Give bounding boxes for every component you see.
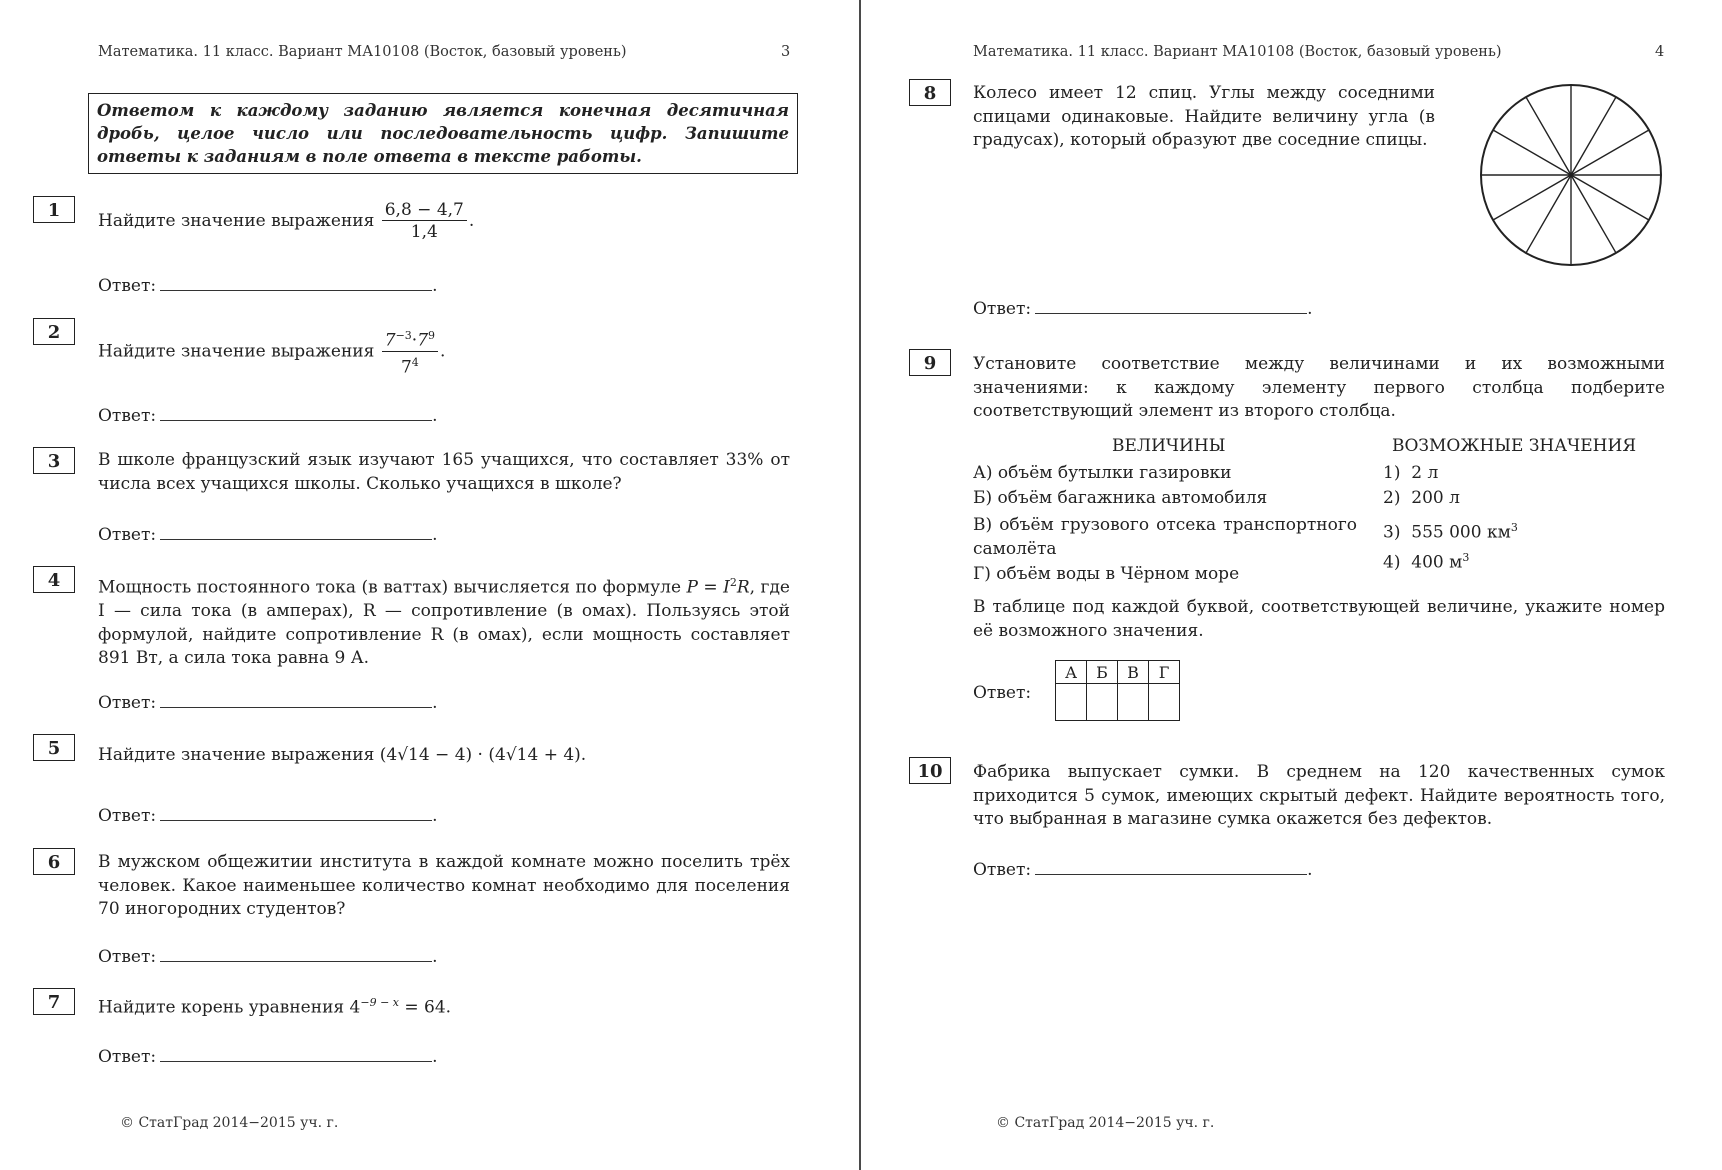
quantities-header: ВЕЛИЧИНЫ: [1112, 436, 1226, 456]
footer: © СтатГрад 2014−2015 уч. г.: [120, 1115, 339, 1131]
page-header: Математика. 11 класс. Вариант МА10108 (Восток, базовый уровень): [98, 44, 627, 60]
grid-letter: Г: [1149, 661, 1180, 684]
task-9-text: Установите соответствие между величинами и их возможными значениями: к каждому элементу первого столбца подберите соответствующий элемент из второго столбца.: [973, 354, 1665, 421]
task-number: 10: [909, 757, 951, 784]
footer: © СтатГрад 2014−2015 уч. г.: [996, 1115, 1215, 1131]
task-number: 8: [909, 79, 951, 106]
quantity-item: А) объём бутылки газировки: [973, 463, 1232, 483]
answer-field[interactable]: Ответ: .: [98, 403, 438, 426]
instructions-box: Ответом к каждому заданию является конечная десятичная дробь, целое число или последовательность цифр. Запишите ответы к заданиям в поле ответа в тексте работы.: [88, 93, 798, 174]
task-number: 5: [33, 734, 75, 761]
value-item: 2) 200 л: [1383, 488, 1460, 508]
task-4-text: Мощность постоянного тока (в ваттах) вычисляется по формуле $P = I^2R$, где I — сила тока (в амперах), R — сопротивление (в омах). Пользуясь этой формулой, найдите сопротивление R (в омах), если мощность составляет 891 Вт, а сила тока равна 9 А.: [98, 576, 790, 669]
answer-field[interactable]: Ответ: .: [98, 273, 438, 296]
task-number: 7: [33, 988, 75, 1015]
quantity-item: В) объём грузового отсека транспортного самолёта: [973, 515, 1357, 559]
wheel-spoke: [1526, 175, 1571, 253]
answer-grid: [1055, 660, 1180, 721]
right-page: [862, 0, 1722, 1170]
values-header: ВОЗМОЖНЫЕ ЗНАЧЕНИЯ: [1392, 436, 1637, 456]
wheel-spoke: [1526, 97, 1571, 175]
value-item: 4) 400 $м^3$: [1383, 551, 1470, 573]
wheel-spoke: [1571, 130, 1649, 175]
table-note: В таблице под каждой буквой, соответствующей величине, укажите номер её возможного значения.: [973, 597, 1665, 641]
wheel-spoke: [1571, 175, 1649, 220]
grid-letter: Б: [1087, 661, 1118, 684]
fraction: $\frac{6,8 - 4,7}{1,4}$: [382, 200, 467, 243]
answer-label: Ответ:: [973, 683, 1032, 703]
fraction: $\frac{7^{-3}\cdot 7^9}{7^4}$: [382, 326, 438, 378]
page-header: Математика. 11 класс. Вариант МА10108 (Восток, базовый уровень): [973, 44, 1502, 60]
left-page: [0, 0, 860, 1170]
grid-answer-cell[interactable]: [1056, 684, 1087, 721]
task-6-text: В мужском общежитии института в каждой комнате можно поселить трёх человек. Какое наименьшее количество комнат необходимо для поселения 70 иногородних студентов?: [98, 852, 790, 919]
task-number: 9: [909, 349, 951, 376]
answer-field[interactable]: Ответ: .: [98, 690, 438, 713]
grid-letter: А: [1056, 661, 1087, 684]
value-item: 1) 2 л: [1383, 463, 1439, 483]
wheel-spoke: [1571, 175, 1616, 253]
task-8-text: Колесо имеет 12 спиц. Углы между соседними спицами одинаковые. Найдите величину угла (в градусах), который образуют две соседние спицы.: [973, 83, 1435, 150]
page-number: 3: [781, 44, 791, 60]
task-number: 1: [33, 196, 75, 223]
task-number: 4: [33, 566, 75, 593]
grid-letter: В: [1118, 661, 1149, 684]
wheel-spoke: [1493, 175, 1571, 220]
page-number: 4: [1655, 44, 1665, 60]
answer-field[interactable]: Ответ: .: [98, 1044, 438, 1067]
value-item: 3) 555 000 $км^3$: [1383, 521, 1518, 543]
task-7-text: Найдите корень уравнения $4^{-9 - x} = 64$.: [98, 996, 452, 1018]
quantity-item: Б) объём багажника автомобиля: [973, 488, 1268, 508]
task-5-text: Найдите значение выражения (4√14 − 4) · (4√14 + 4).: [98, 745, 587, 765]
grid-answer-cell[interactable]: [1087, 684, 1118, 721]
task-3-text: В школе французский язык изучают 165 учащихся, что составляет 33% от числа всех учащихся школы. Сколько учащихся в школе?: [98, 450, 790, 494]
task-number: 2: [33, 318, 75, 345]
answer-field[interactable]: Ответ: .: [98, 522, 438, 545]
quantity-item: Г) объём воды в Чёрном море: [973, 564, 1240, 584]
answer-field[interactable]: Ответ: .: [98, 803, 438, 826]
task-number: 3: [33, 447, 75, 474]
answer-field[interactable]: Ответ: .: [973, 857, 1313, 880]
task-2-text: Найдите значение выражения $\frac{7^{-3}\cdot 7^9}{7^4}$ .: [98, 326, 445, 378]
wheel-spoke: [1493, 130, 1571, 175]
answer-field[interactable]: Ответ: .: [98, 944, 438, 967]
task-1-text: Найдите значение выражения $\frac{6,8 - 4,7}{1,4}$ .: [98, 200, 475, 242]
grid-answer-cell[interactable]: [1149, 684, 1180, 721]
wheel-figure: [1478, 82, 1664, 268]
answer-field[interactable]: Ответ: .: [973, 296, 1313, 319]
task-10-text: Фабрика выпускает сумки. В среднем на 120 качественных сумок приходится 5 сумок, имеющих скрытый дефект. Найдите вероятность того, что выбранная в магазине сумка окажется без дефектов.: [973, 762, 1665, 829]
task-number: 6: [33, 848, 75, 875]
wheel-spoke: [1571, 97, 1616, 175]
grid-answer-cell[interactable]: [1118, 684, 1149, 721]
